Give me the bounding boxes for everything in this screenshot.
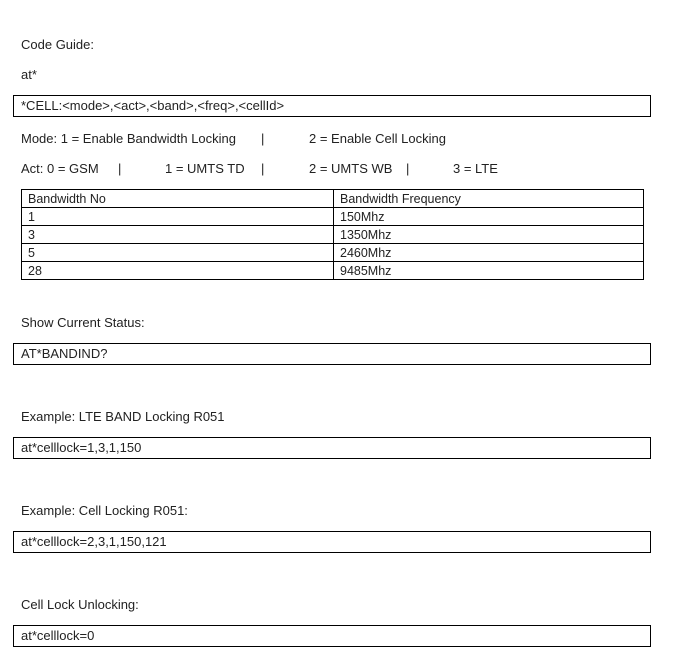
act-option-0: Act: 0 = GSM [21,161,99,176]
table-row [22,262,644,280]
unlock-command-box: at*celllock=0 [13,625,651,647]
example-cell-heading: Example: Cell Locking R051: [21,503,188,518]
table-row [22,208,644,226]
show-status-heading: Show Current Status: [21,315,145,330]
act-separator-3: | [406,161,410,176]
bandwidth-no-cell: 28 [22,262,334,280]
bandwidth-frequency-cell: 150Mhz [334,208,644,226]
table-row [22,226,644,244]
unlock-heading: Cell Lock Unlocking: [21,597,139,612]
mode-separator: | [261,131,265,146]
mode-option-1: Mode: 1 = Enable Bandwidth Locking [21,131,237,146]
table-header-row [22,190,644,208]
example-band-heading: Example: LTE BAND Locking R051 [21,409,225,424]
code-guide-heading: Code Guide: [21,37,94,52]
mode-option-2: 2 = Enable Cell Locking [309,131,446,146]
example-cell-command-box: at*celllock=2,3,1,150,121 [13,531,651,553]
show-status-command-box: AT*BANDIND? [13,343,651,365]
bandwidth-no-cell: 5 [22,244,334,262]
bandwidth-no-cell: 3 [22,226,334,244]
command-prefix: at* [21,67,37,82]
bandwidth-frequency-cell: 2460Mhz [334,244,644,262]
bandwidth-frequency-cell: 1350Mhz [334,226,644,244]
act-separator-1: | [118,161,122,176]
bandwidth-no-cell: 1 [22,208,334,226]
table-row [22,244,644,262]
act-separator-2: | [261,161,265,176]
act-option-3: 3 = LTE [453,161,498,176]
act-option-2: 2 = UMTS WB [309,161,393,176]
header-bandwidth-no: Bandwidth No [22,190,334,208]
header-bandwidth-frequency: Bandwidth Frequency [334,190,644,208]
bandwidth-table [21,189,644,280]
cell-command-box: *CELL:<mode>,<act>,<band>,<freq>,<cellId> [13,95,651,117]
example-band-command-box: at*celllock=1,3,1,150 [13,437,651,459]
bandwidth-frequency-cell: 9485Mhz [334,262,644,280]
act-option-1: 1 = UMTS TD [165,161,245,176]
